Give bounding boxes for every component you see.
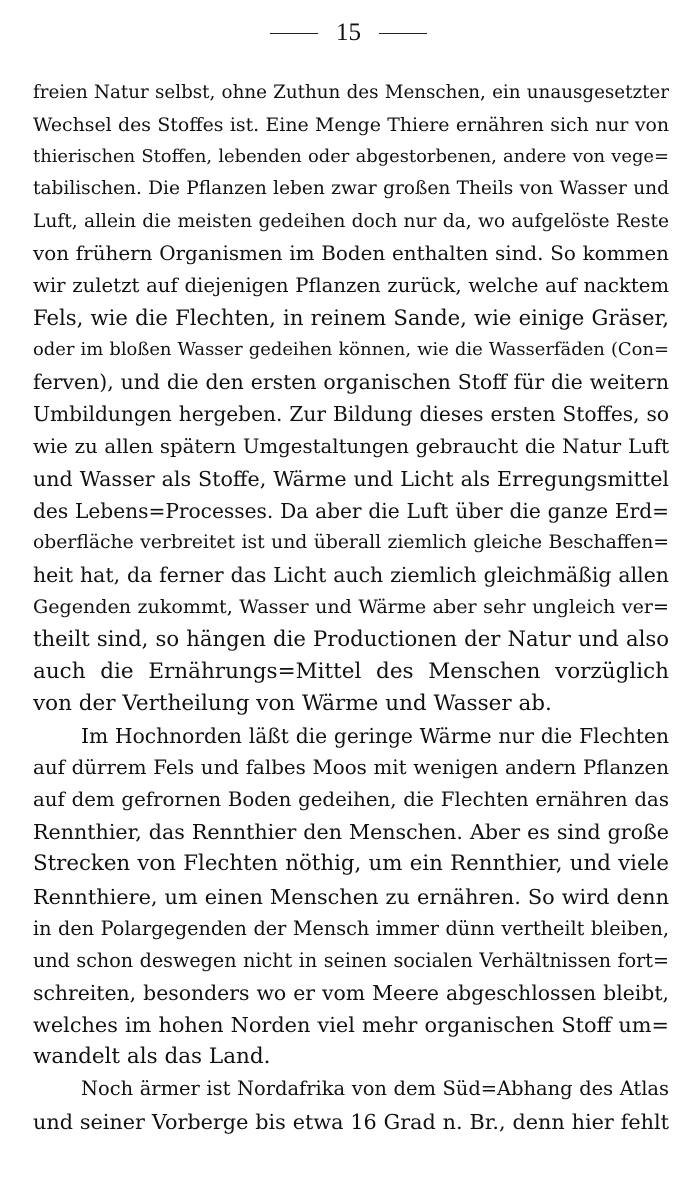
paragraph-start-line: Im Hochnorden läßt die geringe Wärme nur die Flechten [81,723,669,748]
text-line: Fels, wie die Flechten, in reinem Sande, wie einige Gräser, [33,304,669,330]
text-line: des Lebens=Processes. Da aber die Luft über die ganze Erd= [33,498,669,523]
text-line: und Wasser als Stoffe, Wärme und Licht als Erregungsmittel [33,466,669,491]
text-line: Rennthier, das Rennthier den Menschen. Aber es sind große [33,820,669,845]
text-line: und schon deswegen nicht in seinen socialen Verhältnissen fort= [33,948,669,972]
text-line: in den Polargegenden der Mensch immer dünn vertheilt bleiben, [33,916,669,940]
text-line: Gegenden zukommt, Wasser und Wärme aber sehr ungleich ver= [33,596,669,619]
paragraph-end-line: von der Vertheilung von Wärme und Wasser ab. [33,690,552,716]
text-line: wie zu allen spätern Umgestaltungen gebraucht die Natur Luft [33,434,669,458]
text-line: Strecken von Flechten nöthig, um ein Rennthier, und viele [33,851,669,877]
text-line: ferven), und die den ersten organischen Stoff für die weitern [33,370,669,395]
text-line: auch die Ernährungs=Mittel des Menschen vorzüglich [33,658,669,684]
header-rule-right [379,33,427,34]
text-line: auf dem gefrornen Boden gedeihen, die Flechten ernähren das [33,788,669,812]
text-line: schreiten, besonders wo er vom Meere abgeschlossen bleibt, [33,980,669,1005]
text-line: tabilischen. Die Pflanzen leben zwar großen Theils von Wasser und [33,178,669,200]
text-line: von frühern Organismen im Boden enthalten sind. So kommen [33,241,669,265]
text-line: und seiner Vorberge bis etwa 16 Grad n. Br., denn hier fehlt [33,1109,669,1134]
text-line: theilt sind, so hängen die Productionen der Natur und also [33,626,669,652]
text-line: thierischen Stoffen, lebenden oder abgestorbenen, andere von vege= [33,146,669,168]
paragraph-start-line: Noch ärmer ist Nordafrika von dem Süd=Abhang des Atlas [81,1077,669,1101]
text-line: oder im bloßen Wasser gedeihen können, wie die Wasserfäden (Con= [33,339,669,361]
paragraph-end-line: wandelt als das Land. [33,1044,271,1070]
text-line: heit hat, da ferner das Licht auch ziemlich gleichmäßig allen [33,563,669,588]
text-line: welches im hohen Norden viel mehr organischen Stoff um= [33,1013,669,1038]
text-line: wir zuletzt auf diejenigen Pflanzen zurück, welche auf nacktem [33,273,669,297]
text-line: Wechsel des Stoffes ist. Eine Menge Thiere ernähren sich nur von [33,114,669,137]
text-line: freien Natur selbst, ohne Zuthun des Menschen, ein unausgesetzter [33,82,669,103]
page-number: 15 [336,19,361,46]
text-line: oberfläche verbreitet ist und überall ziemlich gleiche Beschaffen= [33,531,669,553]
page-header [0,18,697,48]
page-body [33,77,669,1138]
text-line: auf dürrem Fels und falbes Moos mit wenigen andern Pflanzen [33,755,669,779]
text-line: Rennthiere, um einen Menschen zu ernähren. So wird denn [33,884,669,909]
header-rule-left [270,33,318,34]
text-line: Luft, allein die meisten gedeihen doch nur da, wo aufgelöste Reste [33,210,669,232]
text-line: Umbildungen hergeben. Zur Bildung dieses ersten Stoffes, so [33,402,669,427]
